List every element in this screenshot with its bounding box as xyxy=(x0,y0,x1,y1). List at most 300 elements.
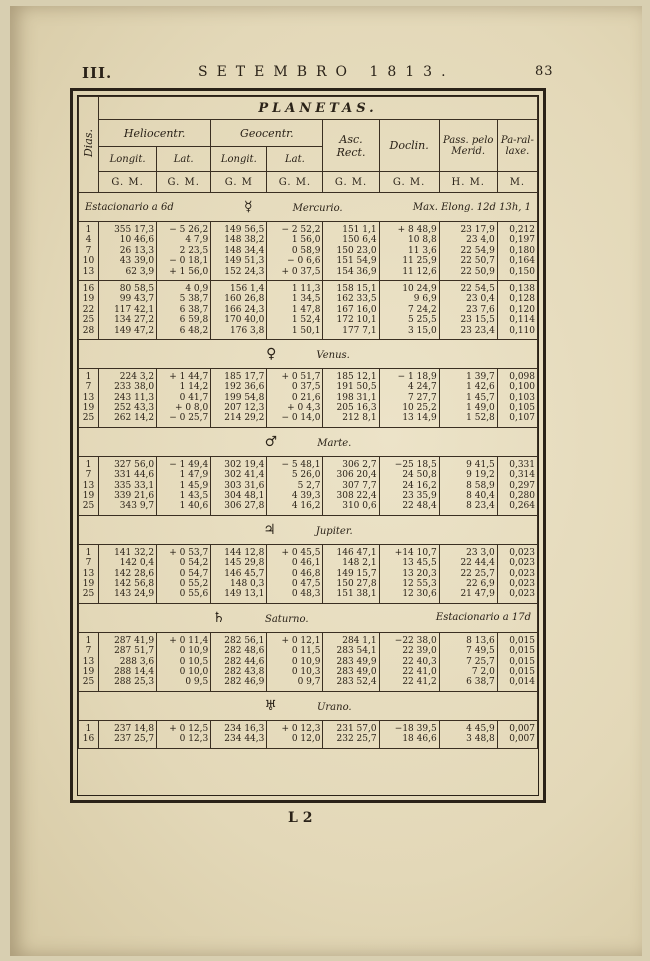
table-cell-value: 191 50,5 xyxy=(336,382,377,393)
table-cell-value: 0,023 xyxy=(509,568,535,579)
table-cell-value: + 0 45,5 xyxy=(281,547,321,558)
table-cell-value: 4 39,3 xyxy=(291,491,321,502)
table-cell-value: 2 23,5 xyxy=(179,245,209,256)
table-cell-value: 231 57,0 xyxy=(336,723,377,734)
table-cell-value: 8 13,6 xyxy=(466,635,495,646)
planet-heading-row xyxy=(79,193,538,222)
geo-latitude-header: Lat. xyxy=(267,147,323,172)
day-value: 16 xyxy=(82,283,95,294)
table-cell-value: 23 7,6 xyxy=(466,304,495,315)
table-cell-value: + 0 53,7 xyxy=(169,547,209,558)
table-cell-value: 6 48,2 xyxy=(179,325,209,336)
table-cell-value: 142 56,8 xyxy=(114,578,155,589)
table-cell-value: 0 9,5 xyxy=(185,677,209,688)
table-cell-value: 0,015 xyxy=(509,656,535,667)
table-cell-value: − 2 52,2 xyxy=(281,225,321,235)
unit-header: G. M. xyxy=(99,172,157,193)
table-cell-value: 192 36,6 xyxy=(224,382,265,393)
day-value: 1 xyxy=(85,547,92,558)
table-cell-value: 252 43,3 xyxy=(114,403,155,414)
table-cell-value: 151 54,9 xyxy=(336,256,377,267)
table-cell-value: 4 24,7 xyxy=(408,382,437,393)
right-ascension-header: Asc. Rect. xyxy=(323,120,379,172)
table-cell-value: 0,114 xyxy=(509,315,535,326)
table-cell-value: 22 50,9 xyxy=(460,266,495,277)
table-cell-value: 154 36,9 xyxy=(336,266,377,277)
table-cell-value: 21 47,9 xyxy=(460,589,495,600)
table-cell-value: 3 48,8 xyxy=(466,734,495,745)
table-cell-value: 10 25,2 xyxy=(402,403,437,414)
data-block-row xyxy=(79,222,538,281)
table-cell-value: 1 45,7 xyxy=(466,392,495,403)
table-cell-value: 0 46,1 xyxy=(291,558,321,569)
table-cell-value: 0,103 xyxy=(509,392,535,403)
table-cell-value: 302 41,4 xyxy=(224,470,265,481)
table-cell-value: 22 41,2 xyxy=(402,677,437,688)
planet-symbol-icon: ♃ xyxy=(263,521,276,538)
table-cell-value: + 8 48,9 xyxy=(397,225,437,235)
meridian-passage-header: Pass. pelo Merid. xyxy=(439,120,497,172)
table-cell-value: 22 54,5 xyxy=(460,283,495,294)
planet-name: ♃ Jupiter. xyxy=(263,521,353,538)
day-value: 1 xyxy=(85,723,92,734)
table-cell-value: 12 55,3 xyxy=(402,578,437,589)
day-value: 13 xyxy=(82,266,95,277)
table-cell-value: 205 16,3 xyxy=(336,403,377,414)
day-value: 25 xyxy=(82,315,95,326)
table-cell-value: 11 12,6 xyxy=(402,266,437,277)
table-cell-value: 282 44,6 xyxy=(224,656,265,667)
unit-header: H. M. xyxy=(439,172,497,193)
table-cell-value: 1 45,9 xyxy=(179,480,209,491)
table-cell-value: 0,110 xyxy=(509,325,535,336)
table-cell-value: 150 6,4 xyxy=(342,235,377,246)
table-cell-value: 0,015 xyxy=(509,635,535,646)
table-cell-value: 22 44,4 xyxy=(460,558,495,569)
table-cell-value: 198 31,1 xyxy=(336,392,377,403)
table-cell-value: 331 44,6 xyxy=(114,470,155,481)
planet-name: ♂ Marte. xyxy=(264,433,352,450)
data-block-row xyxy=(79,368,538,427)
table-cell-value: 262 14,2 xyxy=(114,413,155,424)
day-value: 1 xyxy=(85,371,92,382)
table-cell-value: 10 46,6 xyxy=(119,235,155,246)
table-cell-value: 11 3,6 xyxy=(408,245,437,256)
data-block-row xyxy=(79,720,538,748)
planet-symbol-icon: ♄ xyxy=(212,609,225,626)
table-cell-value: 26 13,3 xyxy=(119,245,155,256)
table-cell-value: 0,280 xyxy=(509,491,535,502)
table-cell-value: 1 40,6 xyxy=(179,501,209,512)
unit-header: G. M xyxy=(211,172,267,193)
table-cell-value: 0 55,2 xyxy=(179,578,209,589)
table-cell-value: 149 15,7 xyxy=(336,568,377,579)
table-cell-value: + 0 51,7 xyxy=(281,371,321,382)
dias-header: Dias. xyxy=(79,97,99,193)
table-cell-value: 282 46,9 xyxy=(224,677,265,688)
table-cell-value: 23 15,5 xyxy=(460,315,495,326)
table-cell-value: 22 50,7 xyxy=(460,256,495,267)
table-title: PLANETAS. xyxy=(99,97,538,120)
day-value: 19 xyxy=(82,403,95,414)
table-cell-value: 13 20,3 xyxy=(402,568,437,579)
table-cell-value: 0 10,3 xyxy=(291,666,321,677)
table-cell-value: 146 47,1 xyxy=(336,547,377,558)
planet-heading-row xyxy=(79,691,538,720)
day-value: 19 xyxy=(82,666,95,677)
table-cell-value: − 0 18,1 xyxy=(169,256,209,267)
table-cell-value: + 0 12,5 xyxy=(169,723,209,734)
table-cell-value: 9 6,9 xyxy=(413,294,437,305)
day-value: 19 xyxy=(82,294,95,305)
table-cell-value: 7 27,7 xyxy=(408,392,437,403)
table-cell-value: 8 23,4 xyxy=(466,501,495,512)
data-block-row xyxy=(79,456,538,515)
table-cell-value: 8 58,9 xyxy=(466,480,495,491)
table-cell-value: 4 0,9 xyxy=(185,283,209,294)
table-cell-value: 0 47,5 xyxy=(291,578,321,589)
table-cell-value: 288 25,3 xyxy=(114,677,155,688)
table-cell-value: + 0 8,0 xyxy=(174,403,209,414)
table-cell-value: 167 16,0 xyxy=(336,304,377,315)
table-cell-value: 134 27,2 xyxy=(114,315,155,326)
table-cell-value: 0 55,6 xyxy=(179,589,209,600)
heliocentric-header: Heliocentr. xyxy=(99,120,211,147)
table-cell-value: 0 10,9 xyxy=(179,646,209,657)
day-value: 16 xyxy=(82,734,95,745)
table-cell-value: 288 14,4 xyxy=(114,666,155,677)
table-cell-value: 282 43,8 xyxy=(224,666,265,677)
table-cell-value: 9 19,2 xyxy=(466,470,495,481)
table-cell-value: 172 10,1 xyxy=(336,315,377,326)
helio-longitude-header: Longit. xyxy=(99,147,157,172)
table-cell-value: 1 39,7 xyxy=(466,371,495,382)
day-value: 10 xyxy=(82,256,95,267)
table-cell-value: + 1 44,7 xyxy=(169,371,209,382)
table-cell-value: − 0 6,6 xyxy=(287,256,321,267)
table-cell-value: 282 56,1 xyxy=(224,635,265,646)
geo-longitude-header: Longit. xyxy=(211,147,267,172)
unit-header: G. M. xyxy=(323,172,379,193)
table-cell-value: 212 8,1 xyxy=(342,413,377,424)
planets-table xyxy=(78,96,538,749)
table-cell-value: + 0 12,1 xyxy=(281,635,321,646)
table-cell-value: 0,128 xyxy=(509,294,535,305)
table-cell-value: 0 10,5 xyxy=(179,656,209,667)
table-cell-value: 283 49,0 xyxy=(336,666,377,677)
table-cell-value: 284 1,1 xyxy=(342,635,377,646)
table-cell-value: 7 25,7 xyxy=(466,656,495,667)
table-cell-value: 0,107 xyxy=(509,413,535,424)
geocentric-header: Geocentr. xyxy=(211,120,323,147)
table-cell-value: 152 24,3 xyxy=(224,266,265,277)
table-cell-value: 148 2,1 xyxy=(342,558,377,569)
table-cell-value: 144 12,8 xyxy=(224,547,265,558)
day-value: 25 xyxy=(82,589,95,600)
planet-note-right: Max. Elong. 12d 13h, 1 xyxy=(412,201,531,213)
table-cell-value: 99 43,7 xyxy=(119,294,155,305)
table-cell-value: 0,138 xyxy=(509,283,535,294)
table-cell-value: 23 23,4 xyxy=(460,325,495,336)
table-cell-value: 335 33,1 xyxy=(114,480,155,491)
table-cell-value: +14 10,7 xyxy=(394,547,437,558)
table-cell-value: 0 12,0 xyxy=(291,734,321,745)
table-cell-value: 302 19,4 xyxy=(224,459,265,470)
table-cell-value: 1 42,6 xyxy=(466,382,495,393)
table-cell-value: 5 25,5 xyxy=(408,315,437,326)
table-cell-value: 0,100 xyxy=(509,382,535,393)
planet-name: ♀ Venus. xyxy=(266,345,350,362)
table-cell-value: 23 4,0 xyxy=(466,235,495,246)
table-cell-value: 0 58,9 xyxy=(291,245,321,256)
table-cell-value: 150 23,0 xyxy=(336,245,377,256)
table-cell-value: 0 37,5 xyxy=(291,382,321,393)
day-value: 28 xyxy=(82,325,95,336)
table-cell-value: 304 48,1 xyxy=(224,491,265,502)
table-cell-value: 237 14,8 xyxy=(114,723,155,734)
table-cell-value: 22 39,0 xyxy=(402,646,437,657)
table-cell-value: 0,015 xyxy=(509,646,535,657)
table-cell-value: 0 46,8 xyxy=(291,568,321,579)
table-cell-value: 199 54,8 xyxy=(224,392,265,403)
table-cell-value: 306 20,4 xyxy=(336,470,377,481)
table-cell-value: 282 48,6 xyxy=(224,646,265,657)
table-cell-value: 149 13,1 xyxy=(224,589,265,600)
table-cell-value: 0,314 xyxy=(509,470,535,481)
table-cell-value: 162 33,5 xyxy=(336,294,377,305)
planet-name: ♅ Urano. xyxy=(264,697,352,714)
table-cell-value: 303 31,6 xyxy=(224,480,265,491)
table-cell-value: 142 0,4 xyxy=(119,558,155,569)
table-cell-value: 1 11,3 xyxy=(291,283,321,294)
table-cell-value: − 0 14,0 xyxy=(281,413,321,424)
planet-heading-row xyxy=(79,427,538,456)
table-cell-value: 0,023 xyxy=(509,578,535,589)
table-cell-value: 6 59,8 xyxy=(179,315,209,326)
table-cell-value: 1 47,8 xyxy=(291,304,321,315)
table-cell-value: 283 54,1 xyxy=(336,646,377,657)
table-cell-value: 234 44,3 xyxy=(224,734,265,745)
table-cell-value: 1 52,8 xyxy=(466,413,495,424)
table-cell-value: 1 52,4 xyxy=(291,315,321,326)
table-cell-value: 0 48,3 xyxy=(291,589,321,600)
table-cell-value: 0,023 xyxy=(509,558,535,569)
table-cell-value: 0 10,9 xyxy=(291,656,321,667)
planet-symbol-icon: ☿ xyxy=(244,199,253,215)
planet-heading-row xyxy=(79,339,538,368)
day-value: 19 xyxy=(82,491,95,502)
unit-header: G. M. xyxy=(157,172,211,193)
table-cell-value: 355 17,3 xyxy=(114,225,155,235)
table-frame xyxy=(70,88,546,803)
table-cell-value: 1 43,5 xyxy=(179,491,209,502)
table-cell-value: 13 14,9 xyxy=(402,413,437,424)
table-cell-value: − 1 18,9 xyxy=(397,371,437,382)
table-cell-value: 1 14,2 xyxy=(179,382,209,393)
table-cell-value: 148 38,2 xyxy=(224,235,265,246)
table-cell-value: 158 15,1 xyxy=(336,283,377,294)
table-cell-value: 10 8,8 xyxy=(408,235,437,246)
table-cell-value: 145 29,8 xyxy=(224,558,265,569)
table-cell-value: 176 3,8 xyxy=(230,325,265,336)
table-cell-value: 307 7,7 xyxy=(342,480,377,491)
table-cell-value: 23 35,9 xyxy=(402,491,437,502)
table-cell-value: 23 3,0 xyxy=(466,547,495,558)
table-cell-value: 151 1,1 xyxy=(342,225,377,235)
table-cell-value: 5 26,0 xyxy=(291,470,321,481)
table-cell-value: 177 7,1 xyxy=(342,325,377,336)
day-value: 1 xyxy=(85,225,92,235)
table-cell-value: − 1 49,4 xyxy=(169,459,209,470)
table-cell-value: 0,297 xyxy=(509,480,535,491)
table-cell-value: 22 41,0 xyxy=(402,666,437,677)
planet-note-right: Estacionario a 17d xyxy=(435,612,531,624)
day-value: 7 xyxy=(85,470,92,481)
table-cell-value: 0 10,0 xyxy=(179,666,209,677)
table-cell-value: 224 3,2 xyxy=(119,371,155,382)
table-cell-value: 7 49,5 xyxy=(466,646,495,657)
day-value: 7 xyxy=(85,382,92,393)
parallax-header: Pa-ral-laxe. xyxy=(497,120,537,172)
table-cell-value: 185 12,1 xyxy=(336,371,377,382)
table-cell-value: 22 48,4 xyxy=(402,501,437,512)
table-cell-value: 4 7,9 xyxy=(185,235,209,246)
table-cell-value: 6 38,7 xyxy=(179,304,209,315)
day-value: 25 xyxy=(82,677,95,688)
table-cell-value: 0,197 xyxy=(509,235,535,246)
day-value: 25 xyxy=(82,501,95,512)
unit-header: G. M. xyxy=(379,172,439,193)
table-cell-value: 6 38,7 xyxy=(466,677,495,688)
day-value: 7 xyxy=(85,646,92,657)
table-cell-value: 0,264 xyxy=(509,501,535,512)
day-value: 13 xyxy=(82,568,95,579)
planet-symbol-icon: ♅ xyxy=(264,697,277,714)
table-cell-value: −22 38,0 xyxy=(394,635,437,646)
table-cell-value: 160 26,8 xyxy=(224,294,265,305)
table-cell-value: 214 29,2 xyxy=(224,413,265,424)
table-cell-value: 308 22,4 xyxy=(336,491,377,502)
table-cell-value: 243 11,3 xyxy=(114,392,155,403)
table-cell-value: 0,331 xyxy=(509,459,535,470)
unit-header: M. xyxy=(497,172,537,193)
table-cell-value: 0 54,2 xyxy=(179,558,209,569)
table-cell-value: 0 12,3 xyxy=(179,734,209,745)
table-cell-value: 24 50,8 xyxy=(402,470,437,481)
table-cell-value: 306 27,8 xyxy=(224,501,265,512)
table-cell-value: 287 41,9 xyxy=(114,635,155,646)
table-cell-value: − 5 26,2 xyxy=(169,225,209,235)
table-cell-value: 283 49,9 xyxy=(336,656,377,667)
table-cell-value: 310 0,6 xyxy=(342,501,377,512)
table-cell-value: + 0 11,4 xyxy=(169,635,209,646)
table-cell-value: 149 51,3 xyxy=(224,256,265,267)
table-cell-value: 0,120 xyxy=(509,304,535,315)
table-cell-value: 146 45,7 xyxy=(224,568,265,579)
table-cell-value: 339 21,6 xyxy=(114,491,155,502)
table-cell-value: + 0 12,3 xyxy=(281,723,321,734)
table-cell-value: 306 2,7 xyxy=(342,459,377,470)
declination-header: Doclin. xyxy=(379,120,439,172)
table-cell-value: 24 16,2 xyxy=(402,480,437,491)
day-value: 1 xyxy=(85,635,92,646)
table-cell-value: 0,007 xyxy=(509,734,535,745)
table-cell-value: 4 16,2 xyxy=(291,501,321,512)
table-cell-value: 10 24,9 xyxy=(402,283,437,294)
chapter-number: III. xyxy=(82,64,113,82)
table-cell-value: 5 38,7 xyxy=(179,294,209,305)
table-cell-value: −18 39,5 xyxy=(394,723,437,734)
table-cell-value: 13 45,5 xyxy=(402,558,437,569)
planet-symbol-icon: ♀ xyxy=(266,345,277,362)
table-cell-value: 0,014 xyxy=(509,677,535,688)
table-cell-value: − 0 25,7 xyxy=(169,413,209,424)
data-block-row xyxy=(79,280,538,339)
table-cell-value: 0 21,6 xyxy=(291,392,321,403)
table-cell-value: 287 51,7 xyxy=(114,646,155,657)
table-cell-value: 0,007 xyxy=(509,723,535,734)
table-cell-value: 23 0,4 xyxy=(466,294,495,305)
helio-latitude-header: Lat. xyxy=(157,147,211,172)
day-value: 25 xyxy=(82,413,95,424)
day-value: 13 xyxy=(82,480,95,491)
table-cell-value: 1 50,1 xyxy=(291,325,321,336)
planet-symbol-icon: ♂ xyxy=(264,433,278,450)
table-cell-value: 9 41,5 xyxy=(466,459,495,470)
table-cell-value: 62 3,9 xyxy=(125,266,155,277)
planet-heading-row xyxy=(79,603,538,632)
day-value: 4 xyxy=(85,235,92,246)
table-cell-value: 1 34,5 xyxy=(291,294,321,305)
table-cell-value: 233 38,0 xyxy=(114,382,155,393)
signature-mark: L 2 xyxy=(288,810,313,826)
table-cell-value: 156 1,4 xyxy=(230,283,265,294)
table-cell-value: 234 16,3 xyxy=(224,723,265,734)
table-cell-value: 141 32,2 xyxy=(114,547,155,558)
table-cell-value: 232 25,7 xyxy=(336,734,377,745)
table-cell-value: 0,023 xyxy=(509,589,535,600)
table-cell-value: 43 39,0 xyxy=(119,256,155,267)
table-cell-value: 288 3,6 xyxy=(119,656,155,667)
day-value: 1 xyxy=(85,459,92,470)
table-cell-value: 0,023 xyxy=(509,547,535,558)
planet-name: ♄ Saturno. xyxy=(212,609,309,626)
day-value: 22 xyxy=(82,304,95,315)
table-cell-value: − 5 48,1 xyxy=(281,459,321,470)
table-cell-value: 0 54,7 xyxy=(179,568,209,579)
table-cell-value: 143 24,9 xyxy=(114,589,155,600)
planet-note-left: Estacionario a 6d xyxy=(85,201,174,213)
data-block-row xyxy=(79,544,538,603)
table-cell-value: 166 24,3 xyxy=(224,304,265,315)
table-cell-value: 1 47,9 xyxy=(179,470,209,481)
table-cell-value: 0 41,7 xyxy=(179,392,209,403)
table-cell-value: 7 2,0 xyxy=(471,666,495,677)
day-value: 7 xyxy=(85,558,92,569)
table-cell-value: 22 25,7 xyxy=(460,568,495,579)
table-cell-value: 327 56,0 xyxy=(114,459,155,470)
table-cell-value: 23 17,9 xyxy=(460,225,495,235)
table-cell-value: 7 24,2 xyxy=(408,304,437,315)
table-cell-value: 0 11,5 xyxy=(291,646,321,657)
table-cell-value: 5 2,7 xyxy=(297,480,321,491)
table-cell-value: 22 6,9 xyxy=(466,578,495,589)
table-cell-value: 142 28,6 xyxy=(114,568,155,579)
table-cell-value: −25 18,5 xyxy=(394,459,437,470)
table-cell-value: 185 17,7 xyxy=(224,371,265,382)
table-cell-value: 0,015 xyxy=(509,666,535,677)
table-cell-value: 8 40,4 xyxy=(466,491,495,502)
